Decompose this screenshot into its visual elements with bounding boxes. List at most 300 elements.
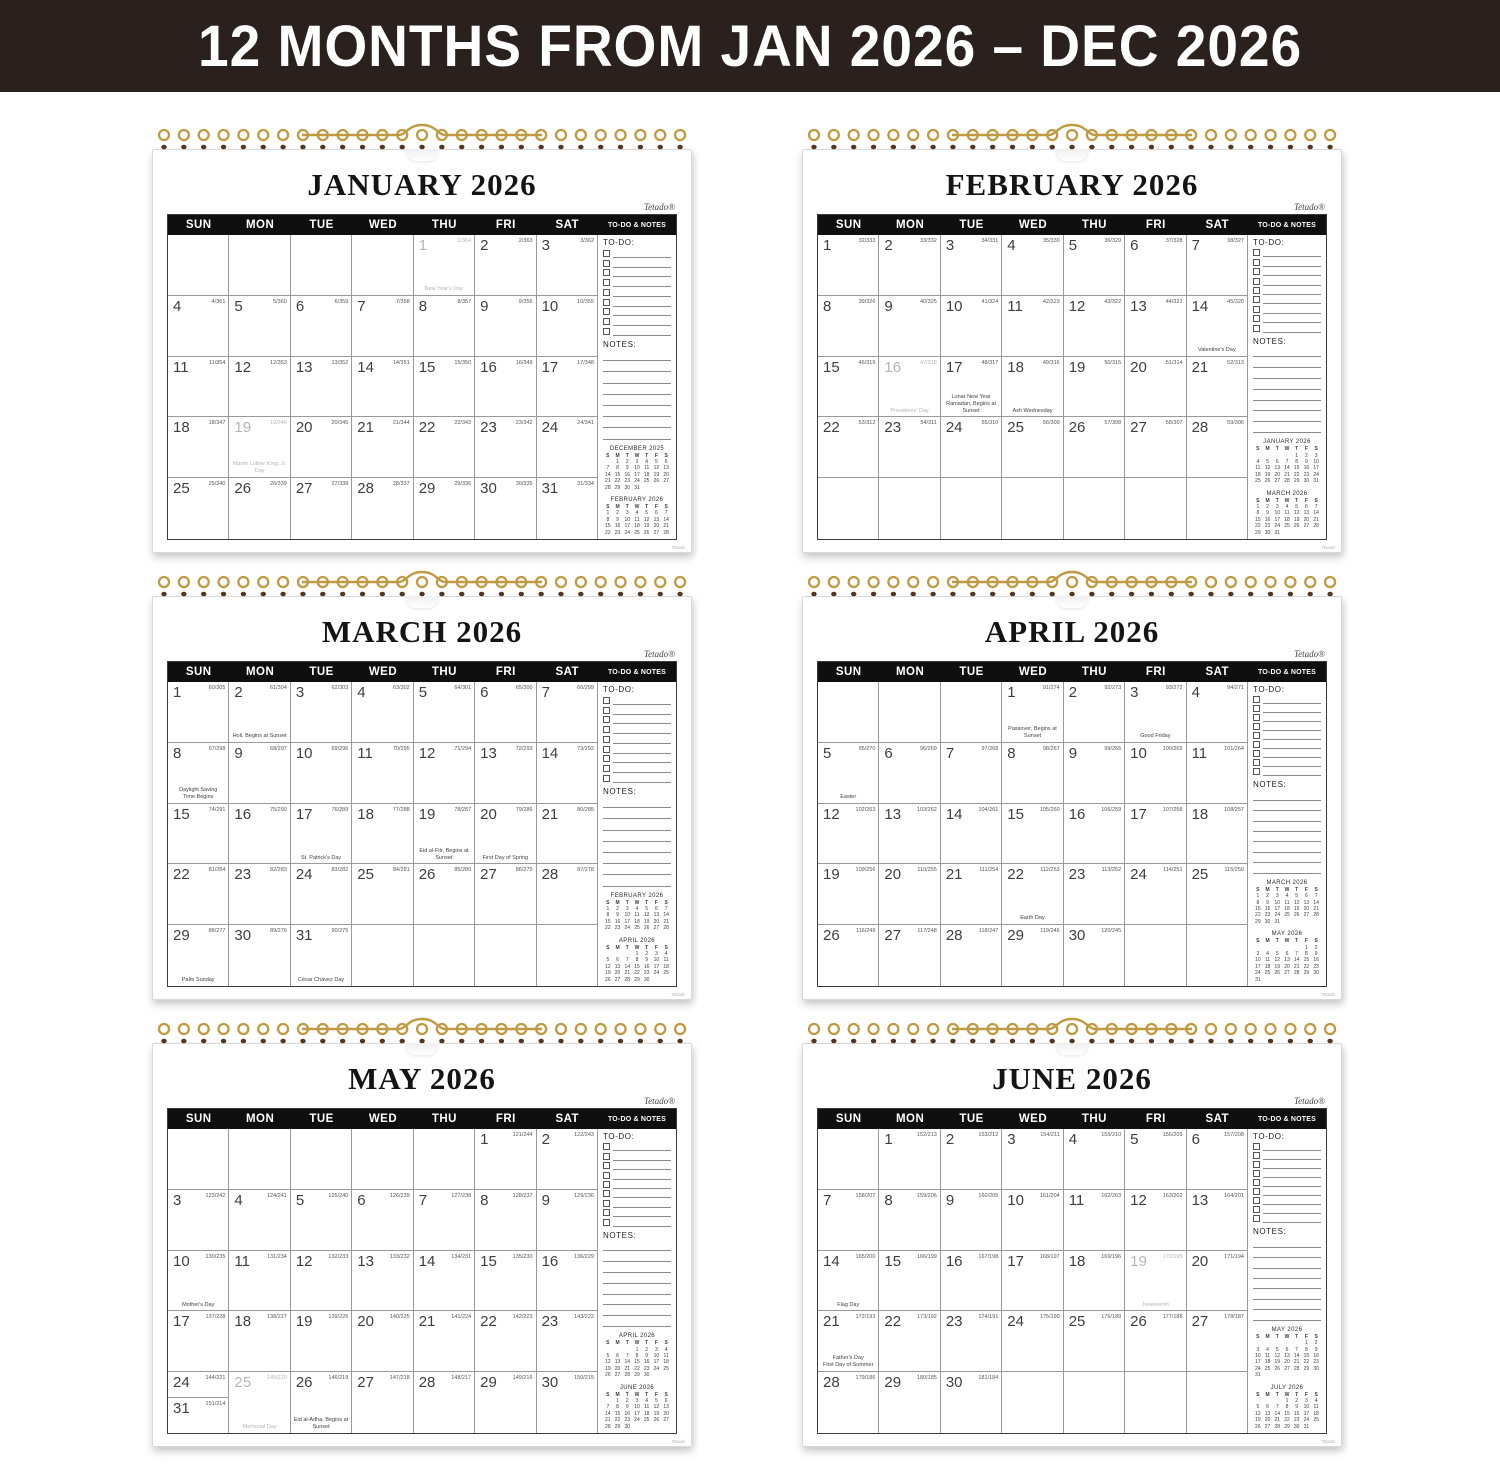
mini-calendar	[1253, 1385, 1321, 1430]
todo-checkbox	[1253, 1197, 1260, 1204]
day-number: 28	[1191, 419, 1209, 437]
mini-calendar-grid	[1253, 446, 1321, 484]
brand-logo: Tetado®	[1293, 649, 1325, 660]
day-cell	[537, 1372, 598, 1433]
day-of-year: 89/276	[270, 928, 287, 935]
mini-day: 23	[624, 478, 631, 485]
mini-weekday: S	[664, 1391, 668, 1398]
todo-line	[603, 754, 671, 764]
mini-day: 16	[1293, 1410, 1300, 1417]
notes-rule	[603, 428, 671, 439]
day-cell	[879, 682, 940, 743]
todo-line	[1253, 286, 1321, 295]
day-cell	[352, 1190, 413, 1251]
mini-day: 2	[625, 459, 629, 466]
day-number: 22	[823, 419, 840, 437]
day-number: 25	[1191, 866, 1209, 884]
holiday-label: Earth Day	[1020, 915, 1045, 922]
day-number: 23	[541, 1313, 559, 1331]
day-of-year: 119/246	[1040, 928, 1060, 935]
todo-notes-header: TO-DO & NOTES	[1248, 1109, 1326, 1129]
weekday-header: MON	[229, 215, 290, 235]
day-cell	[1064, 743, 1125, 804]
mini-day: 8	[635, 957, 639, 964]
day-cell	[1002, 478, 1063, 539]
day-cell	[1002, 357, 1063, 418]
weekday-header: WED	[1002, 662, 1063, 682]
mini-weekday: T	[645, 1340, 649, 1347]
day-of-year: 171/194	[1224, 1253, 1244, 1260]
footer-brand: Tetado	[1321, 992, 1335, 997]
mini-day: 13	[614, 963, 621, 970]
notes-label: NOTES:	[602, 1230, 637, 1240]
day-of-year: 96/269	[920, 745, 937, 752]
mini-day: 25	[1264, 970, 1271, 977]
todo-checkbox	[1253, 287, 1260, 294]
todo-notes-column	[1248, 1129, 1326, 1433]
day-number: 5	[418, 684, 428, 702]
day-cell	[941, 864, 1002, 925]
todo-line	[1253, 1205, 1321, 1214]
day-of-year: 102/263	[855, 806, 876, 813]
day-number: 30	[480, 480, 497, 498]
todo-checkbox	[1253, 768, 1260, 775]
day-number: 17	[295, 805, 313, 823]
day-number: 8	[823, 297, 832, 315]
mini-day: 5	[1295, 503, 1299, 510]
weekday-header: MON	[229, 1109, 290, 1129]
notes-label: NOTES:	[602, 786, 637, 796]
weekday-header: SAT	[537, 1109, 598, 1129]
day-of-year: 72/293	[515, 745, 533, 752]
mini-day: 21	[624, 1365, 631, 1372]
day-cell	[1002, 296, 1063, 357]
day-cell	[1064, 1251, 1125, 1312]
calendar-card-june	[802, 1016, 1342, 1447]
day-of-year: 29/336	[454, 481, 472, 488]
day-of-year: 61/304	[270, 685, 287, 692]
mini-calendar	[603, 446, 671, 491]
day-number: 28	[357, 480, 374, 498]
month-grid	[167, 1108, 677, 1434]
day-number: 24	[1130, 866, 1147, 884]
mini-day: 25	[1313, 1417, 1319, 1424]
day-number: 20	[480, 805, 497, 823]
todo-checkbox	[603, 1143, 610, 1150]
mini-day: 27	[1264, 1423, 1271, 1430]
weekday-header: THU	[1064, 662, 1125, 682]
day-cell	[537, 1311, 598, 1372]
month-title: MAY 2026	[348, 1061, 496, 1096]
todo-checkbox	[603, 697, 610, 704]
day-of-year: 67/298	[208, 745, 226, 752]
day-cell	[879, 478, 940, 539]
day-number: 5	[823, 744, 832, 762]
mini-day: 12	[1293, 899, 1300, 906]
day-number: 9	[1068, 744, 1078, 762]
day-cell	[818, 1129, 879, 1190]
day-number: 18	[173, 419, 190, 437]
day-cell	[475, 296, 536, 357]
mini-day: 27	[1303, 523, 1310, 530]
mini-day: 18	[1284, 905, 1290, 912]
day-number: 26	[1130, 1313, 1147, 1331]
todo-line	[1253, 1151, 1321, 1160]
weekday-header: FRI	[1125, 215, 1186, 235]
mini-day: 26	[653, 1417, 660, 1424]
mini-day: 17	[1274, 905, 1281, 912]
mini-day: 27	[1274, 478, 1281, 485]
day-number: 17	[945, 358, 963, 376]
weekday-header: SUN	[168, 1109, 229, 1129]
day-of-year: 51/314	[1165, 359, 1183, 366]
day-of-year: 24/341	[577, 420, 594, 427]
mini-day: 11	[1313, 1404, 1319, 1411]
mini-weekday: T	[1295, 446, 1299, 453]
day-cell	[414, 357, 475, 418]
todo-label: TO-DO:	[1252, 685, 1285, 695]
day-cell	[1002, 1190, 1063, 1251]
day-of-year: 7/358	[395, 298, 410, 305]
mini-day: 18	[643, 471, 650, 478]
mini-weekday: T	[645, 944, 649, 951]
day-number: 6	[1191, 1131, 1200, 1149]
day-cell	[475, 1251, 536, 1312]
mini-day: 23	[1264, 912, 1271, 919]
notes-rule	[1253, 1300, 1321, 1310]
mini-day: 22	[1303, 963, 1310, 970]
weekday-header: THU	[414, 662, 475, 682]
day-of-year: 33/332	[920, 238, 937, 245]
todo-line	[603, 734, 671, 744]
mini-calendar-grid	[603, 1340, 671, 1378]
mini-day: 15	[1303, 957, 1310, 964]
day-cell	[168, 682, 229, 743]
mini-weekday: W	[634, 452, 640, 459]
day-of-year: 31/334	[577, 481, 594, 488]
footer-brand: Tetado	[1321, 1439, 1335, 1444]
mini-calendar-title: JULY 2026	[1270, 1384, 1304, 1391]
todo-checkbox	[1253, 1152, 1260, 1159]
day-cell	[475, 1311, 536, 1372]
day-number: 2	[945, 1131, 955, 1149]
mini-weekday: M	[1265, 497, 1270, 504]
day-number: 20	[884, 866, 902, 884]
day-cell	[1064, 417, 1125, 478]
day-of-year: 109/256	[855, 867, 876, 874]
notes-rule	[1253, 390, 1321, 401]
day-number: 15	[1007, 805, 1024, 823]
day-number: 23	[234, 866, 252, 884]
day-cell	[1002, 1311, 1063, 1372]
day-cell	[414, 1129, 475, 1190]
day-of-year: 104/261	[978, 806, 999, 813]
day-number: 27	[295, 480, 313, 498]
day-cell	[229, 864, 290, 925]
weekday-header: FRI	[475, 215, 536, 235]
todo-checkbox	[1253, 1143, 1260, 1150]
mini-day: 1	[1305, 1340, 1308, 1347]
mini-day: 28	[1313, 912, 1319, 919]
mini-day: 31	[1274, 529, 1281, 536]
footer-brand: Tetado	[671, 545, 685, 550]
notes-label: NOTES:	[602, 339, 637, 349]
mini-day: 14	[624, 1359, 631, 1366]
day-number: 2	[884, 237, 893, 255]
mini-day: 31	[1303, 1423, 1310, 1430]
day-number: 29	[1007, 927, 1024, 945]
mini-day: 9	[1295, 1404, 1299, 1411]
mini-day: 18	[1284, 516, 1290, 523]
mini-calendar	[1253, 931, 1321, 983]
mini-day: 2	[616, 510, 619, 517]
mini-day: 7	[664, 906, 668, 913]
banner	[0, 0, 1500, 92]
day-number: 1	[884, 1131, 893, 1149]
notes-rule	[603, 1305, 671, 1316]
day-cell	[537, 417, 598, 478]
day-cell	[537, 682, 598, 743]
day-number: 23	[1068, 866, 1086, 884]
mini-day: 15	[605, 523, 611, 530]
day-of-year: 166/199	[916, 1253, 937, 1260]
todo-checkbox	[603, 1200, 610, 1207]
weekday-header: MON	[879, 215, 940, 235]
mini-weekday: F	[654, 1340, 658, 1347]
day-number: 23	[480, 419, 497, 437]
day-cell	[941, 478, 1002, 539]
day-of-year: 92/273	[1104, 685, 1122, 692]
mini-weekday: T	[1275, 886, 1279, 893]
day-cell	[1125, 478, 1186, 539]
mini-day: 3	[1275, 893, 1279, 900]
day-number: 27	[884, 927, 902, 945]
day-cell	[1064, 804, 1125, 865]
day-of-year: 17/348	[577, 359, 594, 366]
day-number: 12	[234, 358, 252, 376]
day-of-year: 86/279	[515, 867, 533, 874]
mini-day: 28	[624, 976, 631, 983]
day-number: 31	[173, 1399, 190, 1417]
notes-rule	[1253, 832, 1321, 842]
mini-weekday: M	[615, 452, 620, 459]
mini-day: 2	[1314, 1340, 1318, 1347]
day-of-year: 112/253	[1040, 867, 1060, 874]
mini-day: 20	[663, 1410, 669, 1417]
day-of-year: 101/264	[1224, 745, 1244, 752]
day-of-year: 54/311	[920, 420, 937, 427]
todo-line	[603, 277, 671, 287]
day-of-year: 27/338	[331, 481, 349, 488]
day-cell	[537, 743, 598, 804]
day-of-year: 20/345	[331, 420, 349, 427]
mini-weekday: W	[634, 1340, 640, 1347]
day-cell	[1002, 1129, 1063, 1190]
day-of-year: 139/226	[328, 1314, 349, 1321]
mini-day: 7	[1314, 893, 1318, 900]
mini-day: 20	[1303, 516, 1310, 523]
mini-day: 23	[1264, 523, 1271, 530]
day-cell	[1187, 925, 1248, 986]
day-number: 23	[945, 1313, 963, 1331]
day-number: 23	[884, 419, 902, 437]
day-cell	[537, 357, 598, 418]
mini-day: 28	[1293, 970, 1300, 977]
todo-line	[603, 763, 671, 773]
mini-day: 2	[1305, 452, 1308, 459]
mini-weekday: M	[615, 1391, 620, 1398]
mini-day: 28	[663, 529, 669, 536]
todo-line	[1253, 304, 1321, 313]
mini-day: 22	[614, 1417, 621, 1424]
todo-line	[603, 724, 671, 734]
day-number: 19	[1068, 358, 1086, 376]
day-of-year: 107/258	[1162, 806, 1183, 813]
notes-rule	[603, 406, 671, 417]
todo-checkbox	[603, 308, 610, 315]
day-cell-split-bottom	[168, 1398, 228, 1433]
mini-day: 16	[614, 918, 621, 925]
mini-day: 11	[634, 912, 640, 919]
day-number: 28	[418, 1374, 436, 1392]
todo-checkbox	[1253, 705, 1260, 712]
mini-weekday: W	[634, 504, 640, 511]
day-number: 25	[357, 866, 374, 884]
day-number: 20	[1130, 358, 1147, 376]
day-of-year: 15/350	[454, 359, 472, 366]
mini-day: 18	[1255, 471, 1261, 478]
day-cell	[1187, 1190, 1248, 1251]
mini-weekday: W	[1284, 938, 1290, 945]
day-cell	[1002, 682, 1063, 743]
day-number: 6	[1130, 237, 1139, 255]
day-number: 6	[480, 684, 489, 702]
day-cell	[168, 925, 229, 986]
mini-day: 7	[625, 957, 629, 964]
day-number: 2	[1068, 684, 1078, 702]
todo-checkbox	[1253, 268, 1260, 275]
day-number: 3	[1130, 684, 1139, 702]
day-of-year: 50/315	[1104, 359, 1122, 366]
holiday-label: Juneteenth	[1141, 1301, 1169, 1308]
day-of-year: 136/229	[574, 1253, 594, 1260]
day-cell	[229, 417, 290, 478]
day-cell	[537, 925, 598, 986]
day-of-year: 62/303	[331, 685, 349, 692]
mini-weekday: T	[1295, 1333, 1299, 1340]
mini-day: 7	[1314, 503, 1318, 510]
mini-day: 12	[1264, 465, 1271, 472]
mini-day: 7	[1295, 950, 1299, 957]
day-cell	[352, 478, 413, 539]
weekday-header: FRI	[475, 662, 536, 682]
day-number: 12	[418, 744, 436, 762]
todo-line	[1253, 722, 1321, 731]
day-of-year: 132/233	[328, 1253, 349, 1260]
holiday-label: Father's Day First Day of Summer	[822, 1355, 874, 1369]
day-cell	[291, 235, 352, 296]
mini-day: 27	[614, 976, 621, 983]
mini-calendar-grid	[1253, 1392, 1321, 1430]
mini-day: 30	[643, 1372, 650, 1379]
weekday-header: MON	[879, 662, 940, 682]
mini-day: 3	[635, 1397, 639, 1404]
day-number: 4	[357, 684, 366, 702]
mini-day: 31	[1255, 1372, 1261, 1379]
todo-line	[1253, 267, 1321, 276]
day-cell	[1125, 864, 1186, 925]
mini-day: 12	[653, 465, 660, 472]
mini-day: 31	[1255, 976, 1261, 983]
day-number: 28	[945, 927, 963, 945]
day-number: 2	[541, 1131, 550, 1149]
day-cell	[879, 925, 940, 986]
day-number: 17	[173, 1313, 190, 1331]
todo-checkbox	[1253, 306, 1260, 313]
mini-day: 6	[1266, 1404, 1269, 1411]
day-cell	[1187, 417, 1248, 478]
mini-day: 30	[1313, 970, 1319, 977]
day-cell	[352, 1251, 413, 1312]
day-of-year: 14/351	[392, 359, 410, 366]
mini-day: 10	[624, 516, 631, 523]
weekday-header: WED	[1002, 1109, 1063, 1129]
todo-checkbox	[603, 279, 610, 286]
mini-day: 20	[1284, 1359, 1290, 1366]
calendar-card-march	[152, 569, 692, 1000]
mini-day: 11	[663, 957, 669, 964]
day-of-year: 141/224	[451, 1314, 472, 1321]
day-number: 18	[234, 1313, 252, 1331]
day-cell	[475, 417, 536, 478]
day-number: 29	[480, 1374, 497, 1392]
day-number: 10	[1130, 744, 1147, 762]
day-cell	[291, 804, 352, 865]
mini-weekday: S	[606, 944, 610, 951]
mini-weekday: T	[1295, 497, 1299, 504]
day-of-year: 143/222	[574, 1314, 594, 1321]
mini-calendar-title: APRIL 2026	[618, 937, 656, 944]
mini-day: 27	[663, 478, 669, 485]
todo-checkbox	[603, 775, 610, 782]
day-cell	[879, 743, 940, 804]
mini-day: 16	[1303, 465, 1310, 472]
notes-rule	[603, 875, 671, 886]
todo-line	[603, 326, 671, 336]
day-cell	[475, 1372, 536, 1433]
mini-day: 6	[664, 1397, 668, 1404]
day-cell	[879, 357, 940, 418]
notes-rule	[1253, 357, 1321, 368]
mini-day: 9	[1305, 458, 1308, 465]
mini-day: 28	[605, 1423, 611, 1430]
mini-day: 1	[1256, 503, 1260, 510]
month-grid	[167, 661, 677, 987]
day-number: 14	[418, 1252, 436, 1270]
mini-day: 7	[1285, 458, 1289, 465]
todo-label: TO-DO:	[602, 238, 635, 248]
day-number: 8	[173, 744, 182, 762]
mini-day: 22	[1303, 1359, 1310, 1366]
mini-weekday: W	[634, 899, 640, 906]
day-of-year: 34/331	[981, 238, 999, 245]
day-number: 22	[884, 1313, 902, 1331]
notes-rule	[603, 1284, 671, 1295]
mini-day: 5	[645, 906, 649, 913]
mini-day: 16	[624, 471, 631, 478]
mini-day: 21	[624, 970, 631, 977]
todo-checkbox	[1253, 750, 1260, 757]
